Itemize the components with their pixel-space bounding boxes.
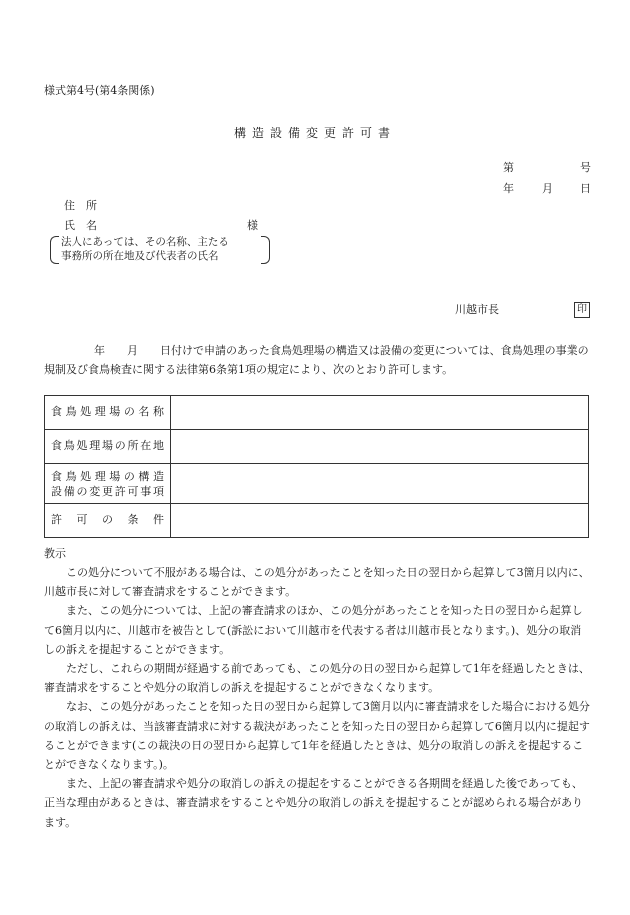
notice-paragraph: なお、この処分があったことを知った日の翌日から起算して3箇月以内に審査請求をした場合における処分の取消しの訴えは、当該審査請求に対する裁決があったことを知った日の翌日から起算して6箇月以内に提起することができます(この裁決の日の翌日から起算して1年を経過したときは、処分の取消しの訴えを提起することができなくなります。)。 (44, 700, 590, 772)
form-number: 様式第4号(第4条関係) (44, 84, 155, 97)
doc-number-suffix: 号 (580, 161, 591, 174)
seal-mark: 印 (574, 302, 590, 318)
corp-note-line1: 法人にあっては、その名称、主たる (61, 236, 229, 248)
date-month: 月 (542, 182, 553, 195)
row-label-facility-location: 食鳥処理場の所在地 (51, 439, 164, 453)
row-value-facility-location (171, 430, 589, 464)
row-value-facility-name (171, 396, 589, 430)
recipient-address-label: 住 所 (64, 199, 97, 212)
table-row (45, 430, 589, 464)
date-day: 日 (580, 182, 591, 195)
corporation-note (50, 235, 270, 265)
row-label-conditions: 許 可 の 条 件 (51, 513, 164, 527)
issuer-title: 川越市長 (455, 303, 499, 316)
document-title: 構造設備変更許可書 (233, 126, 396, 140)
recipient-name-label: 氏 名 (64, 219, 97, 232)
notice-paragraph: また、上記の審査請求や処分の取消しの訴えの提起をすることができる各期間を経過した後であっても、正当な理由があるときは、審査請求をすることや処分の取消しの訴えを提起することが認められる場合があります。 (44, 777, 583, 829)
row-label-facility-name: 食鳥処理場の名称 (51, 405, 164, 419)
bracket-right (261, 236, 270, 264)
corp-note-line2: 事務所の所在地及び代表者の氏名 (61, 250, 219, 262)
notice-body (44, 563, 592, 832)
date-year: 年 (503, 182, 514, 195)
table-row (45, 504, 589, 538)
row-value-conditions (171, 504, 589, 538)
table-row (45, 464, 589, 504)
recipient-honorific: 様 (247, 219, 258, 232)
row-label-change-items-line2: 設備の変更許可事項 (51, 484, 164, 498)
permit-table (44, 395, 589, 538)
notice-paragraph: また、この処分については、上記の審査請求のほか、この処分があったことを知った日の翌日から起算して6箇月以内に、川越市を被告として(訴訟において川越市を代表する者は川越市長となります。)、処分の取消しの訴えを提起することができます。 (44, 604, 583, 656)
intro-text: 年 月 日付けで申請のあった食鳥処理場の構造又は設備の変更については、食鳥処理の事業の規制及び食鳥検査に関する法律第6条第1項の規定により、次のとおり許可します。 (44, 344, 589, 376)
row-value-change-items (171, 464, 589, 504)
notice-paragraph: この処分について不服がある場合は、この処分があったことを知った日の翌日から起算して3箇月以内に、川越市長に対して審査請求をすることができます。 (44, 566, 590, 599)
bracket-left (50, 236, 59, 264)
doc-number-prefix: 第 (503, 161, 514, 174)
notice-heading: 教示 (44, 547, 66, 560)
notice-paragraph: ただし、これらの期間が経過する前であっても、この処分の日の翌日から起算して1年を経過したときは、審査請求をすることや処分の取消しの訴えを提起することができなくなります。 (44, 662, 590, 695)
row-label-change-items-line1: 食鳥処理場の構造 (51, 469, 164, 483)
table-row (45, 396, 589, 430)
